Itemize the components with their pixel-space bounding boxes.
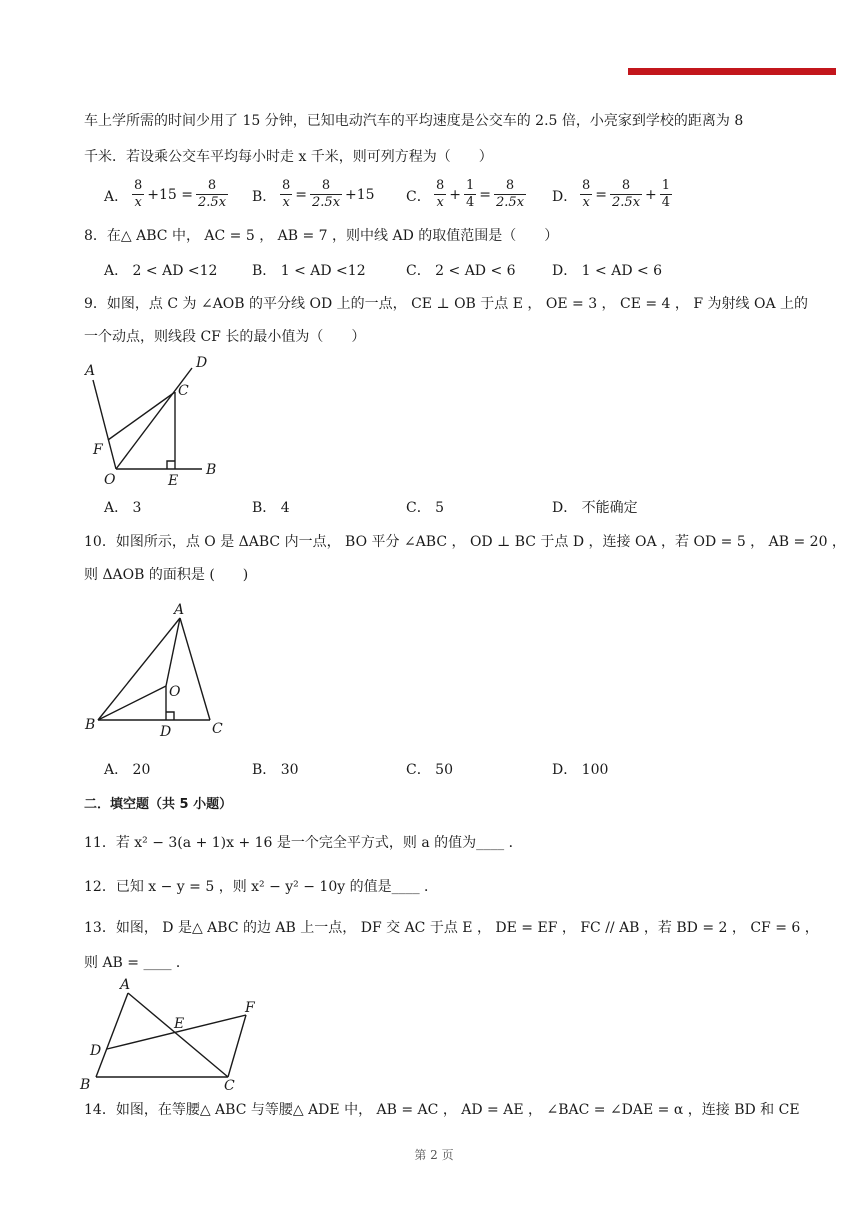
q7-options: A． $\frac{8}{x}$ +15 = $\frac{8}{2.5x}$ B． $\frac{8}{x}$ = $\frac{8}{2.5x}$ +15 C． $\frac{8}{x}$ + $\frac{1}{4}$ = $\frac{8}{2.5x}$ D． $\frac{8}{x}$ = $\frac{8}{2.5x}$ + $\frac{1}{4}$ [104, 178, 671, 210]
label-d: D [90, 1043, 102, 1059]
q13-line1: 13．如图， D 是△ ABC 的边 AB 上一点， DF 交 AC 于点 E ， DE = EF ， FC // AB ，若 BD = 2 ， CF = 6 ， [84, 920, 819, 936]
q10-option-a[interactable]: A． 20 [104, 762, 151, 778]
label-e: E [168, 473, 179, 489]
segment-bo [98, 686, 166, 720]
segment-fc [228, 1015, 246, 1077]
q10-line1: 10．如图所示，点 O 是 ΔABC 内一点， BO 平分 ∠ABC ， OD ⊥ BC 于点 D ，连接 OA ，若 OD = 5 ， AB = 20 ， [84, 534, 846, 550]
q13-figure [78, 975, 268, 1095]
q10-option-b[interactable]: B． 30 [252, 762, 299, 778]
label-e: E [174, 1016, 185, 1032]
label-o: O [104, 472, 116, 488]
q10-figure [80, 598, 240, 743]
segment-fc [108, 392, 175, 440]
label-b: B [85, 717, 96, 733]
side-ac [128, 993, 228, 1077]
segment-oa [166, 618, 180, 686]
q7-line2: 千米．若设乘公交车平均每小时走 x 千米，则可列方程为（ ） [84, 149, 493, 165]
label-o: O [169, 684, 181, 700]
q9-figure [78, 350, 238, 490]
label-b: B [206, 462, 217, 478]
q10-line2: 则 ΔAOB 的面积是 ( ) [84, 567, 249, 583]
label-c: C [178, 383, 189, 399]
label-a: A [174, 602, 185, 618]
q8-option-c[interactable]: C． 2 < AD < 6 [406, 263, 516, 279]
q9-option-d[interactable]: D． 不能确定 [552, 500, 638, 516]
label-c: C [224, 1078, 235, 1094]
label-c: C [212, 721, 223, 737]
q9-line2: 一个动点，则线段 CF 长的最小值为（ ） [84, 329, 366, 345]
label-d: D [196, 355, 208, 371]
header-accent-bar [628, 68, 836, 75]
label-a: A [120, 977, 131, 993]
q9-line1: 9．如图，点 C 为 ∠AOB 的平分线 OD 上的一点， CE ⊥ OB 于点 E ， OE = 3 ， CE = 4 ， F 为射线 OA 上的 [84, 296, 809, 312]
q11-text: 11．若 x² − 3(a + 1)x + 16 是一个完全平方式，则 a 的值为____ ． [84, 835, 523, 851]
q8-option-d[interactable]: D． 1 < AD < 6 [552, 263, 663, 279]
q13-line2: 则 AB = ____ ． [84, 955, 190, 971]
side-ab [96, 993, 128, 1077]
right-angle-mark [167, 461, 175, 469]
side-ab [98, 618, 180, 720]
q10-option-c[interactable]: C． 50 [406, 762, 453, 778]
label-d: D [160, 724, 172, 740]
q9-option-c[interactable]: C． 5 [406, 500, 445, 516]
label-f: F [93, 442, 103, 458]
label-b: B [80, 1077, 91, 1093]
q10-option-d[interactable]: D． 100 [552, 762, 609, 778]
q9-option-a[interactable]: A． 3 [104, 500, 142, 516]
q9-option-b[interactable]: B． 4 [252, 500, 290, 516]
page-number: 第 2 页 [414, 1148, 454, 1162]
right-angle-mark [166, 712, 174, 720]
q8-option-b[interactable]: B． 1 < AD <12 [252, 263, 366, 279]
side-ac [180, 618, 210, 720]
q8-text: 8．在△ ABC 中， AC = 5 ， AB = 7 ，则中线 AD 的取值范围是（ ） [84, 228, 559, 244]
section-title: 二．填空题（共 5 小题） [84, 797, 233, 812]
q7-line1: 车上学所需的时间少用了 15 分钟，已知电动汽车的平均速度是公交车的 2.5 倍，小亮家到学校的距离为 8 [84, 113, 744, 129]
label-a: A [85, 363, 96, 379]
label-f: F [245, 1000, 255, 1016]
q14-text: 14．如图，在等腰△ ABC 与等腰△ ADE 中， AB = AC ， AD = AE ， ∠BAC = ∠DAE = α ，连接 BD 和 CE [84, 1102, 800, 1118]
q8-option-a[interactable]: A． 2 < AD <12 [104, 263, 218, 279]
q12-text: 12．已知 x − y = 5 ，则 x² − y² − 10y 的值是____ ． [84, 879, 439, 895]
